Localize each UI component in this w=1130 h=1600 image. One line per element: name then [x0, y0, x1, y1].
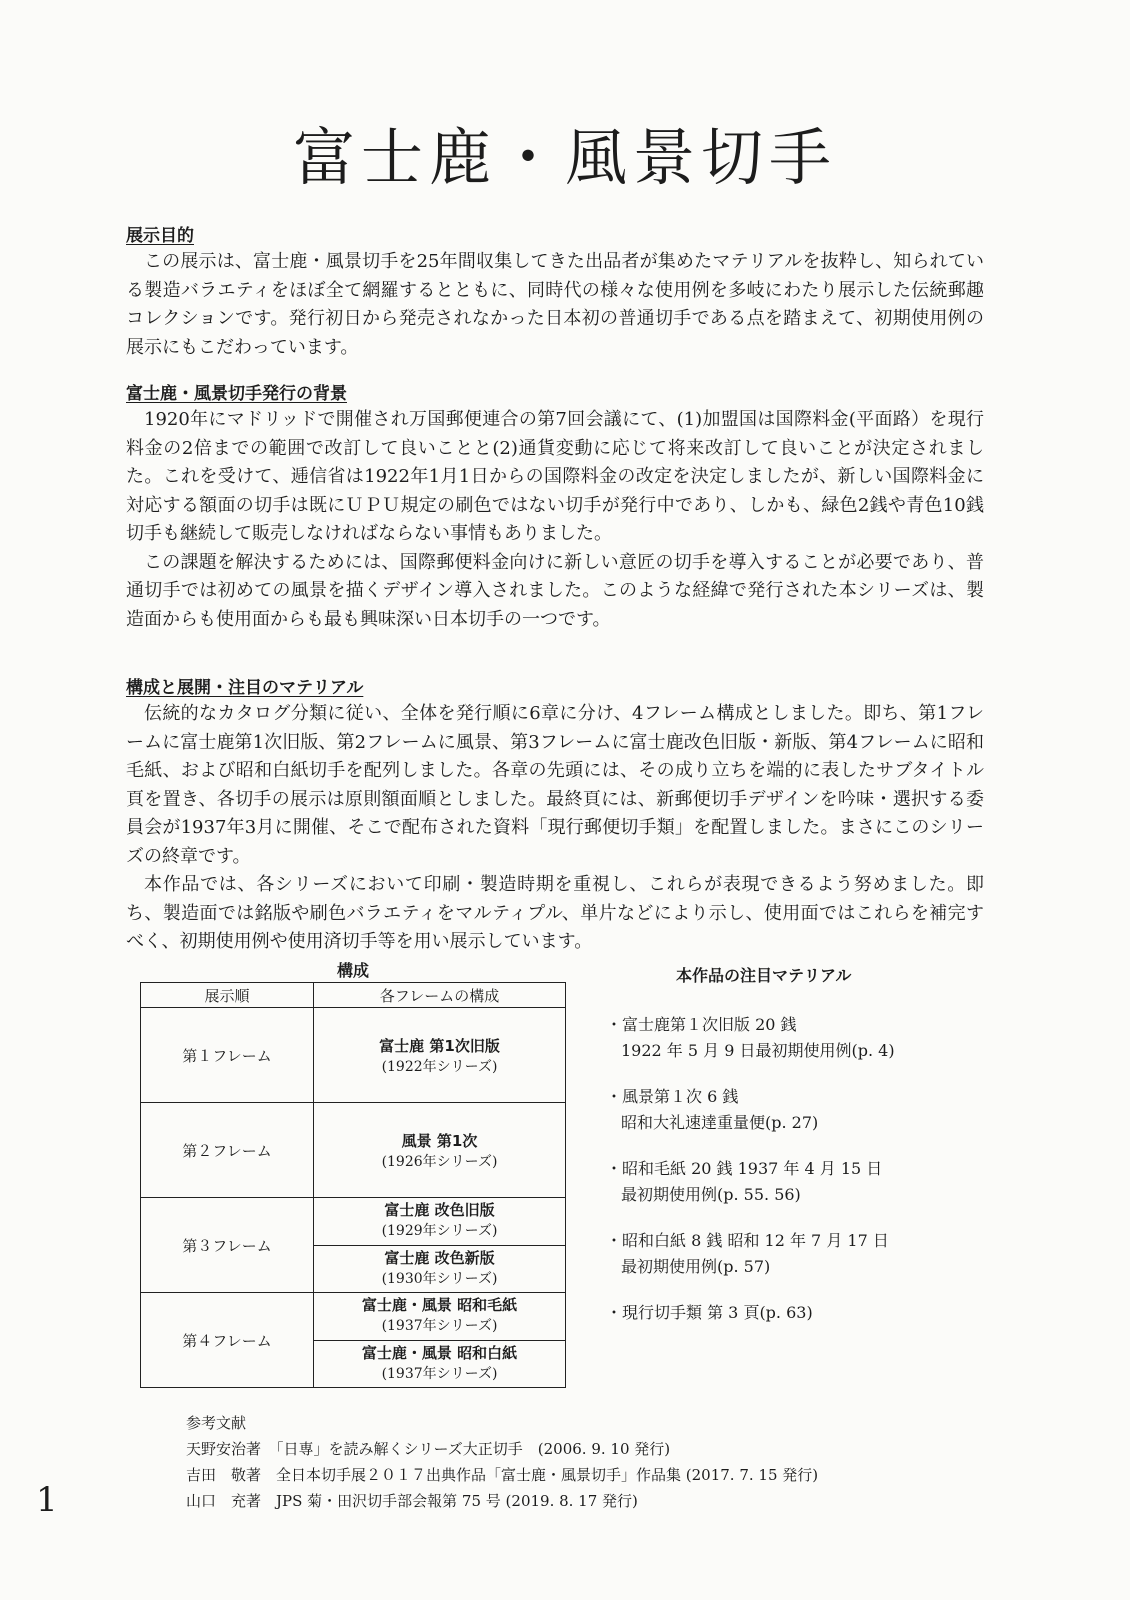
series-name: 富士鹿 改色旧版	[384, 1201, 495, 1220]
frame-content	[314, 1008, 566, 1103]
column-header: 展示順	[141, 983, 314, 1008]
paragraph: 1920年にマドリッドで開催され万国郵便連合の第7回会議にて、(1)加盟国は国際料金(平面路）を現行料金の2倍までの範囲で改訂して良いことと(2)通貨変動に応じて将来改訂して良いことが決定されました。これを受けて、逓信省は1922年1月1日からの国際料金の改定を決定しましたが、新しい国際料金に対応する額面の切手は既にＵＰＵ規定の刷色ではない切手が発行中であり、しかも、緑色2銭や青色10銭切手も継続して販売しなければならない事情もありました。	[126, 409, 984, 544]
series-year: (1922年シリーズ)	[381, 1058, 498, 1075]
series-year: (1930年シリーズ)	[381, 1270, 498, 1287]
frame-content	[314, 1103, 566, 1198]
notable-heading: 本作品の注目マテリアル	[676, 966, 852, 985]
frame-content	[314, 1340, 566, 1388]
series-name: 富士鹿・風景 昭和毛紙	[361, 1296, 518, 1315]
page-title: 富士鹿・風景切手	[292, 121, 837, 194]
item-line: ・富士鹿第１次旧版 20 銭	[606, 1015, 797, 1034]
notable-list	[606, 1012, 1026, 1346]
item-line: ・昭和白紙 8 銭 昭和 12 年 7 月 17 日	[606, 1231, 889, 1250]
frame-content	[314, 1245, 566, 1293]
series-year: (1929年シリーズ)	[381, 1223, 498, 1240]
references	[186, 1410, 818, 1514]
paragraph: この展示は、富士鹿・風景切手を25年間収集してきた出品者が集めたマテリアルを抜粋し、知られている製造バラエティをほぼ全て網羅するとともに、同時代の様々な使用例を多岐にわたり展示した伝統郵趣コレクションです。発行初日から発売されなかった日本初の普通切手である点を踏まえて、初期使用例の展示にもこだわっています。	[126, 251, 984, 358]
series-year: (1926年シリーズ)	[381, 1153, 498, 1170]
paragraph: この課題を解決するためには、国際郵便料金向けに新しい意匠の切手を導入することが必要であり、普通切手では初めての風景を描くデザイン導入されました。このような経緯で発行された本シリーズは、製造面からも使用面からも最も興味深い日本切手の一つです。	[126, 551, 984, 630]
column-header: 各フレームの構成	[314, 983, 566, 1008]
composition-table	[140, 982, 566, 1388]
series-name: 富士鹿・風景 昭和白紙	[361, 1343, 518, 1362]
item-line: 1922 年 5 月 9 日最初期使用例(p. 4)	[621, 1041, 895, 1060]
references-heading: 参考文献	[186, 1414, 247, 1432]
series-name: 富士鹿 改色新版	[384, 1248, 495, 1267]
list-item	[606, 1156, 1026, 1208]
table-row	[141, 1198, 566, 1246]
reference-item: 天野安治著 「日専」を読み解くシリーズ大正切手 (2006. 9. 10 発行)	[186, 1440, 671, 1458]
item-line: ・風景第１次 6 銭	[606, 1087, 739, 1106]
item-line: 最初期使用例(p. 55. 56)	[621, 1185, 801, 1204]
section-structure	[126, 676, 984, 957]
list-item	[606, 1300, 1026, 1326]
series-year: (1937年シリーズ)	[381, 1365, 498, 1382]
frame-label: 第１フレーム	[141, 1008, 314, 1103]
paragraph: 本作品では、各シリーズにおいて印刷・製造時期を重視し、これらが表現できるよう努めました。即ち、製造面では銘版や刷色バラエティをマルティプル、単片などにより示し、使用面ではこれらを補完すべく、初期使用例や使用済切手等を用い展示しています。	[126, 874, 984, 952]
series-name: 富士鹿 第1次旧版	[379, 1036, 500, 1055]
section-heading: 展示目的	[126, 226, 194, 246]
item-line: 最初期使用例(p. 57)	[621, 1257, 771, 1276]
frame-label: 第２フレーム	[141, 1103, 314, 1198]
section-heading: 構成と展開・注目のマテリアル	[126, 678, 364, 698]
series-name: 風景 第1次	[401, 1131, 478, 1150]
list-item	[606, 1228, 1026, 1280]
table-header-row	[141, 983, 566, 1008]
list-item	[606, 1084, 1026, 1136]
series-year: (1937年シリーズ)	[381, 1318, 498, 1335]
section-heading: 富士鹿・風景切手発行の背景	[126, 384, 347, 404]
reference-item: 吉田 敬著 全日本切手展２０１７出典作品「富士鹿・風景切手」作品集 (2017. 7. 15 発行)	[186, 1466, 819, 1484]
item-line: ・昭和毛紙 20 銭 1937 年 4 月 15 日	[606, 1159, 883, 1178]
item-line: ・現行切手類 第 3 頁(p. 63)	[606, 1303, 813, 1322]
section-background	[126, 382, 984, 634]
frame-label: 第４フレーム	[141, 1293, 314, 1388]
reference-item: 山口 充著 JPS 菊・田沢切手部会報第 75 号 (2019. 8. 17 発行)	[186, 1492, 638, 1510]
table-row	[141, 1293, 566, 1341]
table-row	[141, 1008, 566, 1103]
page-number: 1	[36, 1480, 58, 1520]
paragraph: 伝統的なカタログ分類に従い、全体を発行順に6章に分け、4フレーム構成としました。即ち、第1フレームに富士鹿第1次旧版、第2フレームに風景、第3フレームに富士鹿改色旧版・新版、第4フレームに昭和毛紙、および昭和白紙切手を配列しました。各章の先頭には、その成り立ちを端的に表したサブタイトル頁を置き、各切手の展示は原則額面順としました。最終頁には、新郵便切手デザインを吟味・選択する委員会が1937年3月に開催、そこで配布された資料「現行郵便切手類」を配置しました。まさにこのシリーズの終章です。	[126, 703, 984, 867]
section-purpose	[126, 224, 984, 362]
list-item	[606, 1012, 1026, 1064]
item-line: 昭和大礼速達重量便(p. 27)	[621, 1113, 819, 1132]
frame-content	[314, 1293, 566, 1341]
composition-caption: 構成	[336, 961, 369, 980]
frame-label: 第３フレーム	[141, 1198, 314, 1293]
table-row	[141, 1103, 566, 1198]
frame-content	[314, 1198, 566, 1246]
